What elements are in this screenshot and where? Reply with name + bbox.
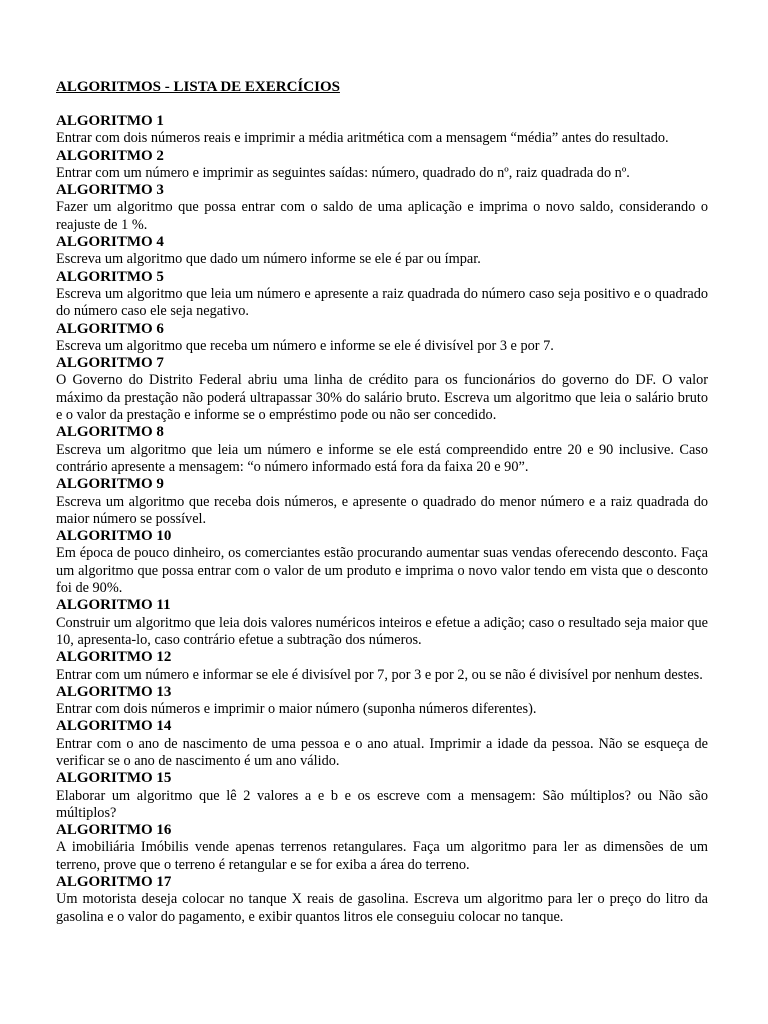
- exercise-item: [56, 597, 708, 649]
- exercise-text: Escreva um algoritmo que receba um número e informe se ele é divisível por 3 e por 7.: [56, 337, 554, 354]
- exercise-text: Escreva um algoritmo que leia um número e informe se ele está compreendido entre 20 e 90 inclusive. Caso contrário apresente a mensagem: “o número informado está fora da faixa 20 e 90”.: [56, 441, 708, 475]
- exercise-text: Entrar com dois números e imprimir o maior número (suponha números diferentes).: [56, 701, 537, 718]
- exercise-heading: ALGORITMO 16: [56, 822, 172, 839]
- exercise-item: [56, 528, 708, 597]
- exercise-text: Entrar com dois números reais e imprimir a média aritmética com a mensagem “média” antes do resultado.: [56, 130, 669, 147]
- exercise-item: [56, 234, 708, 269]
- exercise-item: [56, 649, 708, 684]
- exercise-text: Em época de pouco dinheiro, os comerciantes estão procurando aumentar suas vendas oferecendo desconto. Faça um algoritmo que possa entrar com o valor de um produto e imprima o novo valor tendo em vista que o desconto foi de 90%.: [56, 545, 708, 597]
- exercise-heading: ALGORITMO 5: [56, 268, 164, 285]
- exercise-heading: ALGORITMO 11: [56, 597, 171, 614]
- exercise-heading: ALGORITMO 15: [56, 770, 172, 787]
- exercise-heading: ALGORITMO 3: [56, 182, 164, 199]
- exercise-heading: ALGORITMO 13: [56, 683, 172, 700]
- exercise-text: O Governo do Distrito Federal abriu uma linha de crédito para os funcionários do governo do DF. O valor máximo da prestação não poderá ultrapassar 30% do salário bruto. Escreva um algoritmo que leia o salário bruto e o valor da prestação e informe se o empréstimo pode ou não ser concedido.: [56, 372, 708, 424]
- exercise-item: [56, 822, 708, 874]
- exercise-heading: ALGORITMO 12: [56, 649, 172, 666]
- exercise-item: [56, 269, 708, 321]
- exercise-text: Escreva um algoritmo que dado um número informe se ele é par ou ímpar.: [56, 251, 481, 268]
- exercise-item: [56, 355, 708, 424]
- exercise-heading: ALGORITMO 10: [56, 528, 172, 545]
- exercise-heading: ALGORITMO 8: [56, 424, 164, 441]
- exercise-text: Elaborar um algoritmo que lê 2 valores a e b e os escreve com a mensagem: São múltiplos? ou Não são múltiplos?: [56, 787, 708, 821]
- exercise-text: Escreva um algoritmo que receba dois números, e apresente o quadrado do menor número e a raiz quadrada do maior número se possível.: [56, 493, 708, 527]
- exercise-text: A imobiliária Imóbilis vende apenas terrenos retangulares. Faça um algoritmo para ler as dimensões de um terreno, prove que o terreno é retangular e se for exiba a área do terreno.: [56, 839, 708, 873]
- exercise-item: [56, 684, 708, 719]
- exercise-item: [56, 113, 708, 148]
- exercise-text: Entrar com um número e imprimir as seguintes saídas: número, quadrado do nº, raiz quadrada do nº.: [56, 164, 630, 181]
- exercise-item: [56, 476, 708, 528]
- exercise-item: [56, 182, 708, 234]
- exercise-heading: ALGORITMO 6: [56, 320, 164, 337]
- exercise-item: [56, 718, 708, 770]
- exercise-text: Fazer um algoritmo que possa entrar com o saldo de uma aplicação e imprima o novo saldo, considerando o reajuste de 1 %.: [56, 199, 708, 233]
- exercise-heading: ALGORITMO 7: [56, 355, 164, 372]
- exercise-item: [56, 424, 708, 476]
- exercise-item: [56, 874, 708, 926]
- exercise-heading: ALGORITMO 4: [56, 234, 164, 251]
- exercise-text: Entrar com o ano de nascimento de uma pessoa e o ano atual. Imprimir a idade da pessoa. Não se esqueça de verificar se o ano de nascimento é um ano válido.: [56, 735, 708, 769]
- exercise-item: [56, 321, 708, 356]
- page-title: ALGORITMOS - LISTA DE EXERCÍCIOS: [56, 79, 340, 95]
- exercise-item: [56, 148, 708, 183]
- exercise-heading: ALGORITMO 1: [56, 113, 164, 129]
- exercise-text: Um motorista deseja colocar no tanque X reais de gasolina. Escreva um algoritmo para ler o preço do litro da gasolina e o valor do pagamento, e exibir quantos litros ele conseguiu colocar no tanque.: [56, 891, 708, 925]
- exercise-heading: ALGORITMO 14: [56, 718, 172, 735]
- exercise-text: Construir um algoritmo que leia dois valores numéricos inteiros e efetue a adição; caso o resultado seja maior que 10, apresenta-lo, caso contrário efetue a subtração dos números.: [56, 614, 708, 648]
- exercise-heading: ALGORITMO 2: [56, 147, 164, 164]
- exercise-heading: ALGORITMO 17: [56, 874, 172, 891]
- exercise-text: Entrar com um número e informar se ele é divisível por 7, por 3 e por 2, ou se não é divisível por nenhum destes.: [56, 666, 703, 683]
- exercise-list: [56, 113, 708, 926]
- exercise-item: [56, 770, 708, 822]
- exercise-text: Escreva um algoritmo que leia um número e apresente a raiz quadrada do número caso seja positivo e o quadrado do número caso ele seja negativo.: [56, 285, 708, 320]
- exercise-heading: ALGORITMO 9: [56, 476, 164, 493]
